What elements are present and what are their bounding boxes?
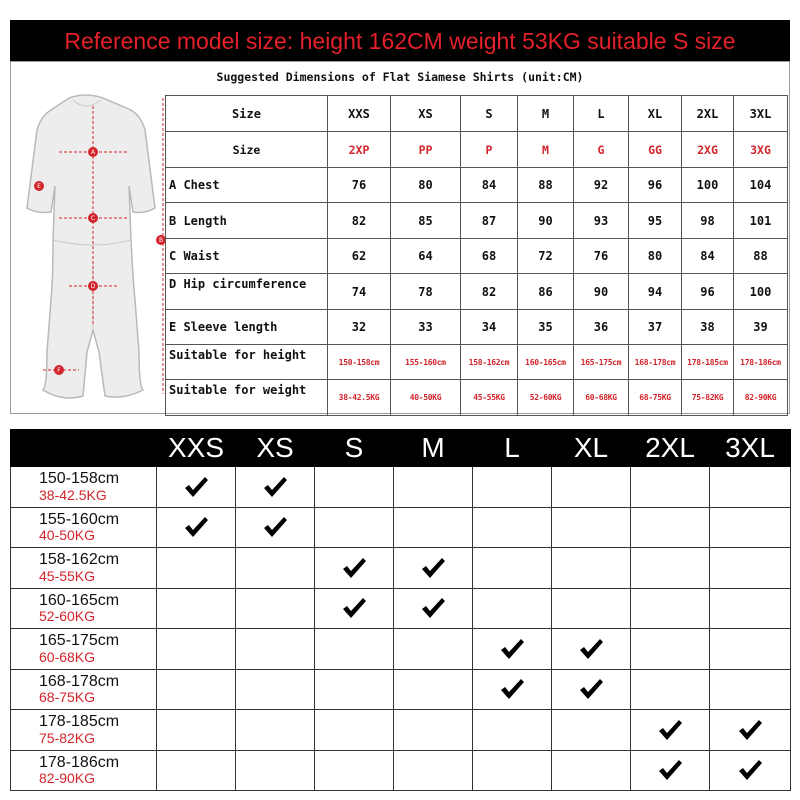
row-height: 158-162cm bbox=[39, 551, 120, 568]
row-weight: 52-60KG bbox=[39, 608, 96, 625]
dim-value: 33 bbox=[391, 310, 461, 345]
chart-row-label bbox=[11, 669, 157, 710]
checkmark-icon bbox=[499, 680, 525, 697]
marker-c-label: C bbox=[90, 215, 96, 222]
size-header: XL bbox=[629, 96, 682, 132]
dim-value: 178-186cm bbox=[734, 345, 788, 380]
chart-cell bbox=[315, 467, 394, 508]
chart-size-header: S bbox=[315, 430, 394, 467]
size-fit-chart bbox=[10, 429, 791, 791]
chart-cell bbox=[710, 548, 791, 589]
row-height: 178-185cm bbox=[39, 713, 120, 730]
dim-value: 38 bbox=[682, 310, 734, 345]
size-header: XXS bbox=[328, 96, 391, 132]
alt-size: 2XP bbox=[328, 132, 391, 168]
chart-row-label bbox=[11, 548, 157, 589]
row-label: B Length bbox=[166, 203, 328, 239]
dim-value: 98 bbox=[682, 203, 734, 239]
checkmark-icon bbox=[420, 559, 446, 576]
checkmark-icon bbox=[420, 599, 446, 616]
checkmark-icon bbox=[183, 478, 209, 495]
row-weight: 75-82KG bbox=[39, 729, 96, 746]
dim-value: 96 bbox=[682, 274, 734, 310]
dim-value: 39 bbox=[734, 310, 788, 345]
dim-value: 178-185cm bbox=[682, 345, 734, 380]
chart-row bbox=[11, 669, 791, 710]
chart-cell bbox=[315, 588, 394, 629]
chart-size-header: XL bbox=[552, 430, 631, 467]
chart-cell bbox=[552, 588, 631, 629]
chart-cell bbox=[236, 507, 315, 548]
measure-row bbox=[166, 203, 788, 239]
checkmark-icon bbox=[657, 761, 683, 778]
chart-cell bbox=[710, 507, 791, 548]
chart-cell bbox=[631, 629, 710, 670]
dim-value: 74 bbox=[328, 274, 391, 310]
dim-value: 87 bbox=[461, 203, 518, 239]
dim-value: 88 bbox=[734, 239, 788, 274]
dimensions-panel bbox=[10, 61, 790, 414]
chart-cell bbox=[473, 588, 552, 629]
chart-row bbox=[11, 548, 791, 589]
row-label: C Waist bbox=[166, 239, 328, 274]
chart-corner bbox=[11, 430, 157, 467]
chart-cell bbox=[631, 750, 710, 791]
chart-cell bbox=[631, 548, 710, 589]
dim-value: 86 bbox=[518, 274, 574, 310]
suit-outline bbox=[27, 95, 155, 398]
dim-value: 155-160cm bbox=[391, 345, 461, 380]
alt-size: P bbox=[461, 132, 518, 168]
reference-banner: Reference model size: height 162CM weight 53KG suitable S size bbox=[10, 20, 790, 62]
dim-value: 104 bbox=[734, 168, 788, 203]
chart-row-label bbox=[11, 750, 157, 791]
height-row bbox=[166, 345, 788, 380]
chart-cell bbox=[315, 548, 394, 589]
dim-value: 158-162cm bbox=[461, 345, 518, 380]
dim-value: 160-165cm bbox=[518, 345, 574, 380]
chart-cell bbox=[394, 669, 473, 710]
size-label: Size bbox=[166, 132, 328, 168]
dim-value: 101 bbox=[734, 203, 788, 239]
row-height: 150-158cm bbox=[39, 470, 120, 487]
chart-cell bbox=[157, 548, 236, 589]
skinsuit-diagram bbox=[13, 90, 171, 412]
chart-cell bbox=[236, 629, 315, 670]
dim-value: 78 bbox=[391, 274, 461, 310]
chart-size-header: M bbox=[394, 430, 473, 467]
dim-value: 84 bbox=[682, 239, 734, 274]
dim-value: 36 bbox=[574, 310, 629, 345]
row-height: 155-160cm bbox=[39, 510, 120, 528]
row-weight: 82-90KG bbox=[39, 770, 96, 787]
row-height: 178-186cm bbox=[39, 753, 120, 771]
chart-cell bbox=[552, 548, 631, 589]
chart-cell bbox=[157, 629, 236, 670]
measure-row bbox=[166, 239, 788, 274]
size-header: XS bbox=[391, 96, 461, 132]
chart-row bbox=[11, 750, 791, 791]
chart-cell bbox=[473, 750, 552, 791]
chart-cell bbox=[552, 669, 631, 710]
dim-value: 76 bbox=[328, 168, 391, 203]
dim-value: 100 bbox=[682, 168, 734, 203]
chart-row bbox=[11, 710, 791, 751]
measure-row bbox=[166, 168, 788, 203]
checkmark-icon bbox=[499, 640, 525, 657]
dim-value: 84 bbox=[461, 168, 518, 203]
measure-row bbox=[166, 274, 788, 310]
chart-row-label bbox=[11, 588, 157, 629]
chart-size-header: 3XL bbox=[710, 430, 791, 467]
dim-value: 150-158cm bbox=[328, 345, 391, 380]
dim-value: 68-75KG bbox=[629, 380, 682, 416]
chart-cell bbox=[157, 710, 236, 751]
dim-value: 75-82KG bbox=[682, 380, 734, 416]
chart-cell bbox=[394, 588, 473, 629]
chart-row bbox=[11, 507, 791, 548]
dim-value: 34 bbox=[461, 310, 518, 345]
dim-value: 85 bbox=[391, 203, 461, 239]
chart-row-label bbox=[11, 710, 157, 751]
row-height: 165-175cm bbox=[39, 632, 120, 649]
chart-cell bbox=[236, 588, 315, 629]
chart-cell bbox=[315, 750, 394, 791]
chart-cell bbox=[394, 629, 473, 670]
row-height: 168-178cm bbox=[39, 672, 120, 690]
dim-value: 80 bbox=[391, 168, 461, 203]
chart-cell bbox=[394, 750, 473, 791]
dim-value: 100 bbox=[734, 274, 788, 310]
chart-cell bbox=[236, 669, 315, 710]
row-weight: 40-50KG bbox=[39, 527, 96, 544]
checkmark-icon bbox=[737, 721, 763, 738]
chart-cell bbox=[236, 710, 315, 751]
chart-cell bbox=[157, 467, 236, 508]
measure-row bbox=[166, 310, 788, 345]
dim-value: 95 bbox=[629, 203, 682, 239]
chart-cell bbox=[157, 588, 236, 629]
size-row bbox=[166, 96, 788, 132]
dim-value: 72 bbox=[518, 239, 574, 274]
dim-value: 64 bbox=[391, 239, 461, 274]
chart-cell bbox=[315, 669, 394, 710]
chart-cell bbox=[236, 548, 315, 589]
chart-size-header: 2XL bbox=[631, 430, 710, 467]
chart-cell bbox=[394, 507, 473, 548]
chart-cell bbox=[631, 467, 710, 508]
chart-cell bbox=[631, 669, 710, 710]
dim-value: 35 bbox=[518, 310, 574, 345]
checkmark-icon bbox=[262, 518, 288, 535]
dim-value: 76 bbox=[574, 239, 629, 274]
dim-value: 40-50KG bbox=[391, 380, 461, 416]
chart-cell bbox=[710, 710, 791, 751]
dim-value: 92 bbox=[574, 168, 629, 203]
chart-row-label bbox=[11, 467, 157, 508]
chart-cell bbox=[631, 588, 710, 629]
size-label: Size bbox=[166, 96, 328, 132]
size-header: L bbox=[574, 96, 629, 132]
checkmark-icon bbox=[262, 478, 288, 495]
chart-cell bbox=[473, 548, 552, 589]
alt-size: GG bbox=[629, 132, 682, 168]
checkmark-icon bbox=[183, 518, 209, 535]
dim-value: 82 bbox=[328, 203, 391, 239]
size-header: 2XL bbox=[682, 96, 734, 132]
chart-cell bbox=[157, 669, 236, 710]
dim-value: 68 bbox=[461, 239, 518, 274]
alt-size: 2XG bbox=[682, 132, 734, 168]
row-weight: 68-75KG bbox=[39, 689, 96, 706]
dim-value: 52-60KG bbox=[518, 380, 574, 416]
alt-size: PP bbox=[391, 132, 461, 168]
panel-title: Suggested Dimensions of Flat Siamese Shirts (unit:CM) bbox=[216, 70, 584, 84]
chart-cell bbox=[394, 710, 473, 751]
marker-e-label: E bbox=[37, 183, 41, 190]
dim-value: 90 bbox=[518, 203, 574, 239]
size-header: M bbox=[518, 96, 574, 132]
dim-value: 37 bbox=[629, 310, 682, 345]
row-label: A Chest bbox=[166, 168, 328, 203]
alt-size: M bbox=[518, 132, 574, 168]
dim-value: 168-178cm bbox=[629, 345, 682, 380]
dim-value: 96 bbox=[629, 168, 682, 203]
chart-row bbox=[11, 629, 791, 670]
chart-cell bbox=[631, 710, 710, 751]
chart-row bbox=[11, 467, 791, 508]
chart-cell bbox=[236, 467, 315, 508]
marker-b-label: B bbox=[158, 237, 164, 244]
chart-cell bbox=[552, 710, 631, 751]
size-header: S bbox=[461, 96, 518, 132]
chart-cell bbox=[394, 548, 473, 589]
alt-size: 3XG bbox=[734, 132, 788, 168]
chart-row bbox=[11, 588, 791, 629]
chart-cell bbox=[710, 467, 791, 508]
chart-cell bbox=[710, 750, 791, 791]
row-height: 160-165cm bbox=[39, 591, 120, 609]
dim-value: 165-175cm bbox=[574, 345, 629, 380]
weight-row bbox=[166, 380, 788, 416]
row-label: D Hip circumference bbox=[166, 274, 328, 310]
row-label: Suitable for weight bbox=[166, 380, 328, 416]
row-weight: 45-55KG bbox=[39, 567, 96, 584]
row-weight: 60-68KG bbox=[39, 648, 96, 665]
dim-value: 38-42.5KG bbox=[328, 380, 391, 416]
checkmark-icon bbox=[657, 721, 683, 738]
size-header: 3XL bbox=[734, 96, 788, 132]
chart-size-header: L bbox=[473, 430, 552, 467]
dim-value: 90 bbox=[574, 274, 629, 310]
chart-cell bbox=[473, 669, 552, 710]
chart-size-header: XS bbox=[236, 430, 315, 467]
dim-value: 32 bbox=[328, 310, 391, 345]
checkmark-icon bbox=[737, 761, 763, 778]
alt-size: G bbox=[574, 132, 629, 168]
marker-a-label: A bbox=[90, 149, 96, 156]
dim-value: 88 bbox=[518, 168, 574, 203]
chart-cell bbox=[473, 467, 552, 508]
dim-value: 80 bbox=[629, 239, 682, 274]
chart-cell bbox=[710, 669, 791, 710]
chart-cell bbox=[157, 750, 236, 791]
chart-row-label bbox=[11, 629, 157, 670]
chart-cell bbox=[473, 710, 552, 751]
row-weight: 38-42.5KG bbox=[39, 486, 107, 503]
chart-cell bbox=[552, 629, 631, 670]
dim-value: 45-55KG bbox=[461, 380, 518, 416]
chart-cell bbox=[473, 507, 552, 548]
chart-cell bbox=[552, 507, 631, 548]
checkmark-icon bbox=[341, 599, 367, 616]
dim-value: 93 bbox=[574, 203, 629, 239]
checkmark-icon bbox=[341, 559, 367, 576]
dim-value: 82-90KG bbox=[734, 380, 788, 416]
marker-d-label: D bbox=[90, 283, 96, 290]
chart-cell bbox=[552, 467, 631, 508]
row-label: E Sleeve length bbox=[166, 310, 328, 345]
dim-value: 62 bbox=[328, 239, 391, 274]
dim-value: 82 bbox=[461, 274, 518, 310]
chart-cell bbox=[552, 750, 631, 791]
checkmark-icon bbox=[578, 680, 604, 697]
dim-value: 94 bbox=[629, 274, 682, 310]
chart-cell bbox=[315, 629, 394, 670]
chart-cell bbox=[631, 507, 710, 548]
chart-size-header: XXS bbox=[157, 430, 236, 467]
chart-cell bbox=[710, 588, 791, 629]
chart-cell bbox=[473, 629, 552, 670]
chart-row-label bbox=[11, 507, 157, 548]
chart-cell bbox=[315, 507, 394, 548]
chart-cell bbox=[157, 507, 236, 548]
dim-value: 60-68KG bbox=[574, 380, 629, 416]
chart-cell bbox=[236, 750, 315, 791]
marker-f-label: F bbox=[57, 367, 61, 374]
chart-cell bbox=[710, 629, 791, 670]
row-label: Suitable for height bbox=[166, 345, 328, 380]
alt-size-row bbox=[166, 132, 788, 168]
dimensions-table bbox=[165, 95, 788, 416]
checkmark-icon bbox=[578, 640, 604, 657]
chart-cell bbox=[315, 710, 394, 751]
chart-cell bbox=[394, 467, 473, 508]
